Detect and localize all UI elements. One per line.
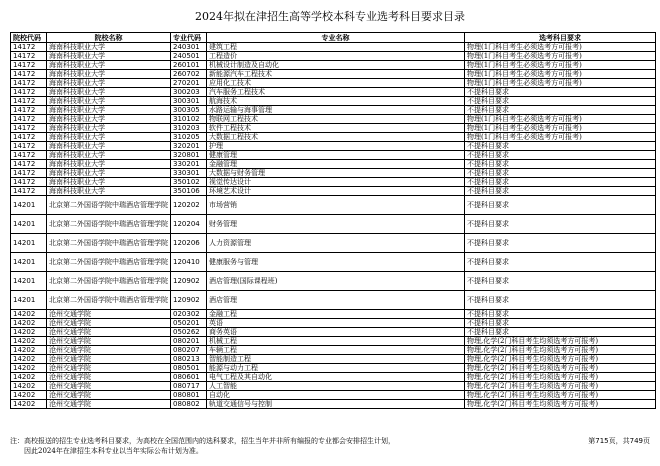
table-row (11, 328, 656, 337)
cell-school-code: 14172 (11, 160, 47, 169)
cell-major-code: 320201 (171, 142, 207, 151)
cell-requirement: 物理(1门科目考生必须选考方可报考) (465, 61, 656, 70)
table-body (11, 43, 656, 409)
cell-school-code: 14172 (11, 70, 47, 79)
cell-requirement: 物理,化学(2门科目考生均须选考方可报考) (465, 346, 656, 355)
cell-school-code: 14202 (11, 364, 47, 373)
cell-requirement: 物理,化学(2门科目考生均须选考方可报考) (465, 364, 656, 373)
document-title: 2024年拟在津招生高等学校本科专业选考科目要求目录 (195, 10, 465, 23)
table-row (11, 106, 656, 115)
cell-requirement: 不提科目要求 (465, 196, 656, 215)
cell-requirement: 不提科目要求 (465, 253, 656, 272)
cell-major-name: 自动化 (207, 391, 465, 400)
cell-requirement: 不提科目要求 (465, 272, 656, 291)
cell-major-code: 050262 (171, 328, 207, 337)
cell-requirement: 物理,化学(2门科目考生均须选考方可报考) (465, 373, 656, 382)
cell-major-name: 财务管理 (207, 215, 465, 234)
cell-requirement: 不提科目要求 (465, 97, 656, 106)
cell-school-code: 14172 (11, 124, 47, 133)
table-row (11, 234, 656, 253)
table-row (11, 115, 656, 124)
cell-school-code: 14202 (11, 373, 47, 382)
cell-major-code: 270201 (171, 79, 207, 88)
table-row (11, 70, 656, 79)
cell-school-name: 北京第二外国语学院中瑞酒店管理学院 (47, 253, 171, 272)
table-row (11, 355, 656, 364)
cell-major-name: 机械工程 (207, 337, 465, 346)
cell-school-name: 海南科技职业大学 (47, 160, 171, 169)
cell-school-name: 海南科技职业大学 (47, 133, 171, 142)
cell-major-name: 健康管理 (207, 151, 465, 160)
cell-major-code: 120410 (171, 253, 207, 272)
cell-major-code: 120902 (171, 291, 207, 310)
cell-school-code: 14172 (11, 187, 47, 196)
cell-major-code: 300203 (171, 88, 207, 97)
cell-school-name: 海南科技职业大学 (47, 124, 171, 133)
cell-school-name: 海南科技职业大学 (47, 88, 171, 97)
cell-school-name: 沧州交通学院 (47, 310, 171, 319)
cell-school-name: 海南科技职业大学 (47, 61, 171, 70)
cell-major-code: 080802 (171, 400, 207, 409)
table-row (11, 319, 656, 328)
header-major-name: 专业名称 (207, 33, 465, 43)
cell-major-name: 轨道交通信号与控制 (207, 400, 465, 409)
cell-requirement: 不提科目要求 (465, 169, 656, 178)
cell-major-code: 020302 (171, 310, 207, 319)
cell-major-name: 酒店管理(国际课程班) (207, 272, 465, 291)
cell-requirement: 物理,化学(2门科目考生均须选考方可报考) (465, 400, 656, 409)
cell-major-code: 310102 (171, 115, 207, 124)
cell-school-name: 沧州交通学院 (47, 382, 171, 391)
page-indicator: 第715页，共749页 (588, 437, 650, 445)
cell-school-name: 北京第二外国语学院中瑞酒店管理学院 (47, 272, 171, 291)
cell-major-name: 新能源汽车工程技术 (207, 70, 465, 79)
table-row (11, 97, 656, 106)
cell-school-name: 沧州交通学院 (47, 319, 171, 328)
cell-requirement: 物理,化学(2门科目考生均须选考方可报考) (465, 337, 656, 346)
cell-major-name: 水路运输与海事管理 (207, 106, 465, 115)
cell-major-code: 120204 (171, 215, 207, 234)
cell-school-name: 北京第二外国语学院中瑞酒店管理学院 (47, 234, 171, 253)
cell-requirement: 不提科目要求 (465, 151, 656, 160)
table-row (11, 52, 656, 61)
cell-requirement: 不提科目要求 (465, 328, 656, 337)
cell-school-name: 北京第二外国语学院中瑞酒店管理学院 (47, 215, 171, 234)
cell-requirement: 不提科目要求 (465, 319, 656, 328)
cell-school-code: 14172 (11, 115, 47, 124)
cell-requirement: 物理(1门科目考生必须选考方可报考) (465, 43, 656, 52)
header-school-name: 院校名称 (47, 33, 171, 43)
cell-major-code: 080601 (171, 373, 207, 382)
cell-school-name: 海南科技职业大学 (47, 97, 171, 106)
table-row (11, 187, 656, 196)
table-row (11, 253, 656, 272)
cell-school-name: 海南科技职业大学 (47, 169, 171, 178)
table-row (11, 291, 656, 310)
cell-major-code: 120202 (171, 196, 207, 215)
table-row (11, 124, 656, 133)
cell-major-name: 酒店管理 (207, 291, 465, 310)
cell-school-code: 14202 (11, 337, 47, 346)
cell-major-name: 市场营销 (207, 196, 465, 215)
cell-requirement: 不提科目要求 (465, 187, 656, 196)
cell-school-code: 14201 (11, 291, 47, 310)
cell-school-code: 14172 (11, 178, 47, 187)
requirements-table (10, 32, 656, 409)
cell-school-name: 北京第二外国语学院中瑞酒店管理学院 (47, 196, 171, 215)
cell-major-name: 视觉传达设计 (207, 178, 465, 187)
cell-requirement: 不提科目要求 (465, 234, 656, 253)
cell-school-name: 北京第二外国语学院中瑞酒店管理学院 (47, 291, 171, 310)
cell-school-name: 沧州交通学院 (47, 328, 171, 337)
cell-major-code: 320801 (171, 151, 207, 160)
table-row (11, 373, 656, 382)
footnote (10, 436, 395, 456)
cell-requirement: 不提科目要求 (465, 178, 656, 187)
cell-requirement: 不提科目要求 (465, 215, 656, 234)
cell-school-code: 14172 (11, 52, 47, 61)
cell-school-code: 14201 (11, 253, 47, 272)
cell-school-name: 海南科技职业大学 (47, 70, 171, 79)
cell-school-code: 14201 (11, 272, 47, 291)
cell-requirement: 物理(1门科目考生必须选考方可报考) (465, 133, 656, 142)
cell-school-name: 海南科技职业大学 (47, 79, 171, 88)
cell-school-name: 海南科技职业大学 (47, 106, 171, 115)
cell-school-name: 海南科技职业大学 (47, 52, 171, 61)
table-row (11, 391, 656, 400)
cell-major-name: 应用化工技术 (207, 79, 465, 88)
table-row (11, 400, 656, 409)
cell-school-name: 沧州交通学院 (47, 364, 171, 373)
cell-school-name: 沧州交通学院 (47, 391, 171, 400)
footnote-line-2: 因此2024年在津招生本科专业以当年实际公布计划为准。 (24, 447, 203, 455)
cell-school-code: 14172 (11, 106, 47, 115)
cell-school-code: 14202 (11, 400, 47, 409)
cell-major-name: 健康服务与管理 (207, 253, 465, 272)
cell-major-code: 330201 (171, 160, 207, 169)
table-row (11, 133, 656, 142)
cell-major-code: 080207 (171, 346, 207, 355)
cell-school-name: 海南科技职业大学 (47, 187, 171, 196)
cell-requirement: 物理(1门科目考生必须选考方可报考) (465, 124, 656, 133)
cell-school-code: 14202 (11, 391, 47, 400)
cell-major-code: 240301 (171, 43, 207, 52)
cell-major-name: 护理 (207, 142, 465, 151)
cell-requirement: 不提科目要求 (465, 291, 656, 310)
table-row (11, 61, 656, 70)
cell-major-code: 120902 (171, 272, 207, 291)
cell-school-code: 14202 (11, 328, 47, 337)
cell-major-name: 英语 (207, 319, 465, 328)
cell-major-code: 310203 (171, 124, 207, 133)
cell-major-code: 080717 (171, 382, 207, 391)
cell-major-name: 车辆工程 (207, 346, 465, 355)
table-row (11, 310, 656, 319)
cell-major-name: 软件工程技术 (207, 124, 465, 133)
table-row (11, 178, 656, 187)
cell-requirement: 物理(1门科目考生必须选考方可报考) (465, 115, 656, 124)
cell-school-code: 14202 (11, 382, 47, 391)
table-row (11, 337, 656, 346)
cell-school-code: 14172 (11, 88, 47, 97)
cell-school-code: 14202 (11, 355, 47, 364)
table-row (11, 88, 656, 97)
cell-school-name: 海南科技职业大学 (47, 151, 171, 160)
cell-requirement: 不提科目要求 (465, 310, 656, 319)
table-row (11, 364, 656, 373)
cell-school-code: 14172 (11, 79, 47, 88)
cell-major-code: 310205 (171, 133, 207, 142)
cell-major-code: 350106 (171, 187, 207, 196)
table-row (11, 169, 656, 178)
cell-school-name: 沧州交通学院 (47, 355, 171, 364)
cell-major-code: 120206 (171, 234, 207, 253)
cell-major-name: 智能制造工程 (207, 355, 465, 364)
cell-school-name: 沧州交通学院 (47, 337, 171, 346)
table-row (11, 272, 656, 291)
footnote-line-1: 注：高校报送的招生专业选考科目要求，为高校在全国范围内的选科要求，招生当年并非所有编报的专业都会安排招生计划， (10, 437, 395, 445)
cell-major-code: 080801 (171, 391, 207, 400)
cell-school-name: 沧州交通学院 (47, 346, 171, 355)
cell-requirement: 不提科目要求 (465, 106, 656, 115)
cell-major-name: 航海技术 (207, 97, 465, 106)
cell-major-name: 环境艺术设计 (207, 187, 465, 196)
cell-major-code: 240501 (171, 52, 207, 61)
cell-requirement: 不提科目要求 (465, 88, 656, 97)
cell-major-name: 金融管理 (207, 160, 465, 169)
cell-major-code: 080501 (171, 364, 207, 373)
cell-major-name: 人工智能 (207, 382, 465, 391)
cell-major-name: 机械设计制造及自动化 (207, 61, 465, 70)
cell-major-name: 电气工程及其自动化 (207, 373, 465, 382)
table-row (11, 215, 656, 234)
cell-major-name: 金融工程 (207, 310, 465, 319)
cell-school-code: 14202 (11, 319, 47, 328)
cell-major-name: 物联网工程技术 (207, 115, 465, 124)
cell-major-name: 能源与动力工程 (207, 364, 465, 373)
cell-school-code: 14172 (11, 142, 47, 151)
cell-major-code: 260702 (171, 70, 207, 79)
cell-school-code: 14202 (11, 310, 47, 319)
cell-school-code: 14172 (11, 97, 47, 106)
cell-major-name: 建筑工程 (207, 43, 465, 52)
cell-major-code: 080213 (171, 355, 207, 364)
table-row (11, 160, 656, 169)
table-row (11, 196, 656, 215)
table-row (11, 382, 656, 391)
cell-school-name: 沧州交通学院 (47, 373, 171, 382)
cell-major-code: 260101 (171, 61, 207, 70)
cell-requirement: 物理,化学(2门科目考生均须选考方可报考) (465, 355, 656, 364)
cell-requirement: 物理,化学(2门科目考生均须选考方可报考) (465, 391, 656, 400)
table-header-row (11, 33, 656, 43)
cell-major-name: 商务英语 (207, 328, 465, 337)
cell-school-name: 海南科技职业大学 (47, 43, 171, 52)
cell-major-name: 大数据工程技术 (207, 133, 465, 142)
cell-requirement: 物理,化学(2门科目考生均须选考方可报考) (465, 382, 656, 391)
cell-school-name: 沧州交通学院 (47, 400, 171, 409)
cell-major-code: 300305 (171, 106, 207, 115)
cell-school-code: 14202 (11, 346, 47, 355)
table-row (11, 346, 656, 355)
cell-school-code: 14172 (11, 169, 47, 178)
header-major-code: 专业代码 (171, 33, 207, 43)
cell-major-code: 080201 (171, 337, 207, 346)
cell-school-name: 海南科技职业大学 (47, 178, 171, 187)
table-row (11, 142, 656, 151)
table-row (11, 79, 656, 88)
cell-requirement: 物理(1门科目考生必须选考方可报考) (465, 52, 656, 61)
cell-major-code: 050201 (171, 319, 207, 328)
header-requirement: 选考科目要求 (465, 33, 656, 43)
cell-school-code: 14172 (11, 151, 47, 160)
cell-major-name: 工程造价 (207, 52, 465, 61)
cell-major-code: 350102 (171, 178, 207, 187)
cell-requirement: 物理(1门科目考生必须选考方可报考) (465, 70, 656, 79)
cell-school-code: 14172 (11, 61, 47, 70)
cell-school-code: 14201 (11, 196, 47, 215)
cell-major-name: 汽车服务工程技术 (207, 88, 465, 97)
cell-requirement: 物理(1门科目考生必须选考方可报考) (465, 79, 656, 88)
header-school-code: 院校代码 (11, 33, 47, 43)
table-row (11, 43, 656, 52)
cell-school-code: 14201 (11, 215, 47, 234)
cell-requirement: 不提科目要求 (465, 142, 656, 151)
cell-major-code: 330301 (171, 169, 207, 178)
cell-major-name: 人力资源管理 (207, 234, 465, 253)
cell-major-code: 300301 (171, 97, 207, 106)
cell-school-code: 14172 (11, 43, 47, 52)
cell-school-code: 14201 (11, 234, 47, 253)
cell-requirement: 不提科目要求 (465, 160, 656, 169)
table-row (11, 151, 656, 160)
cell-major-name: 大数据与财务管理 (207, 169, 465, 178)
cell-school-name: 海南科技职业大学 (47, 142, 171, 151)
cell-school-code: 14172 (11, 133, 47, 142)
cell-school-name: 海南科技职业大学 (47, 115, 171, 124)
